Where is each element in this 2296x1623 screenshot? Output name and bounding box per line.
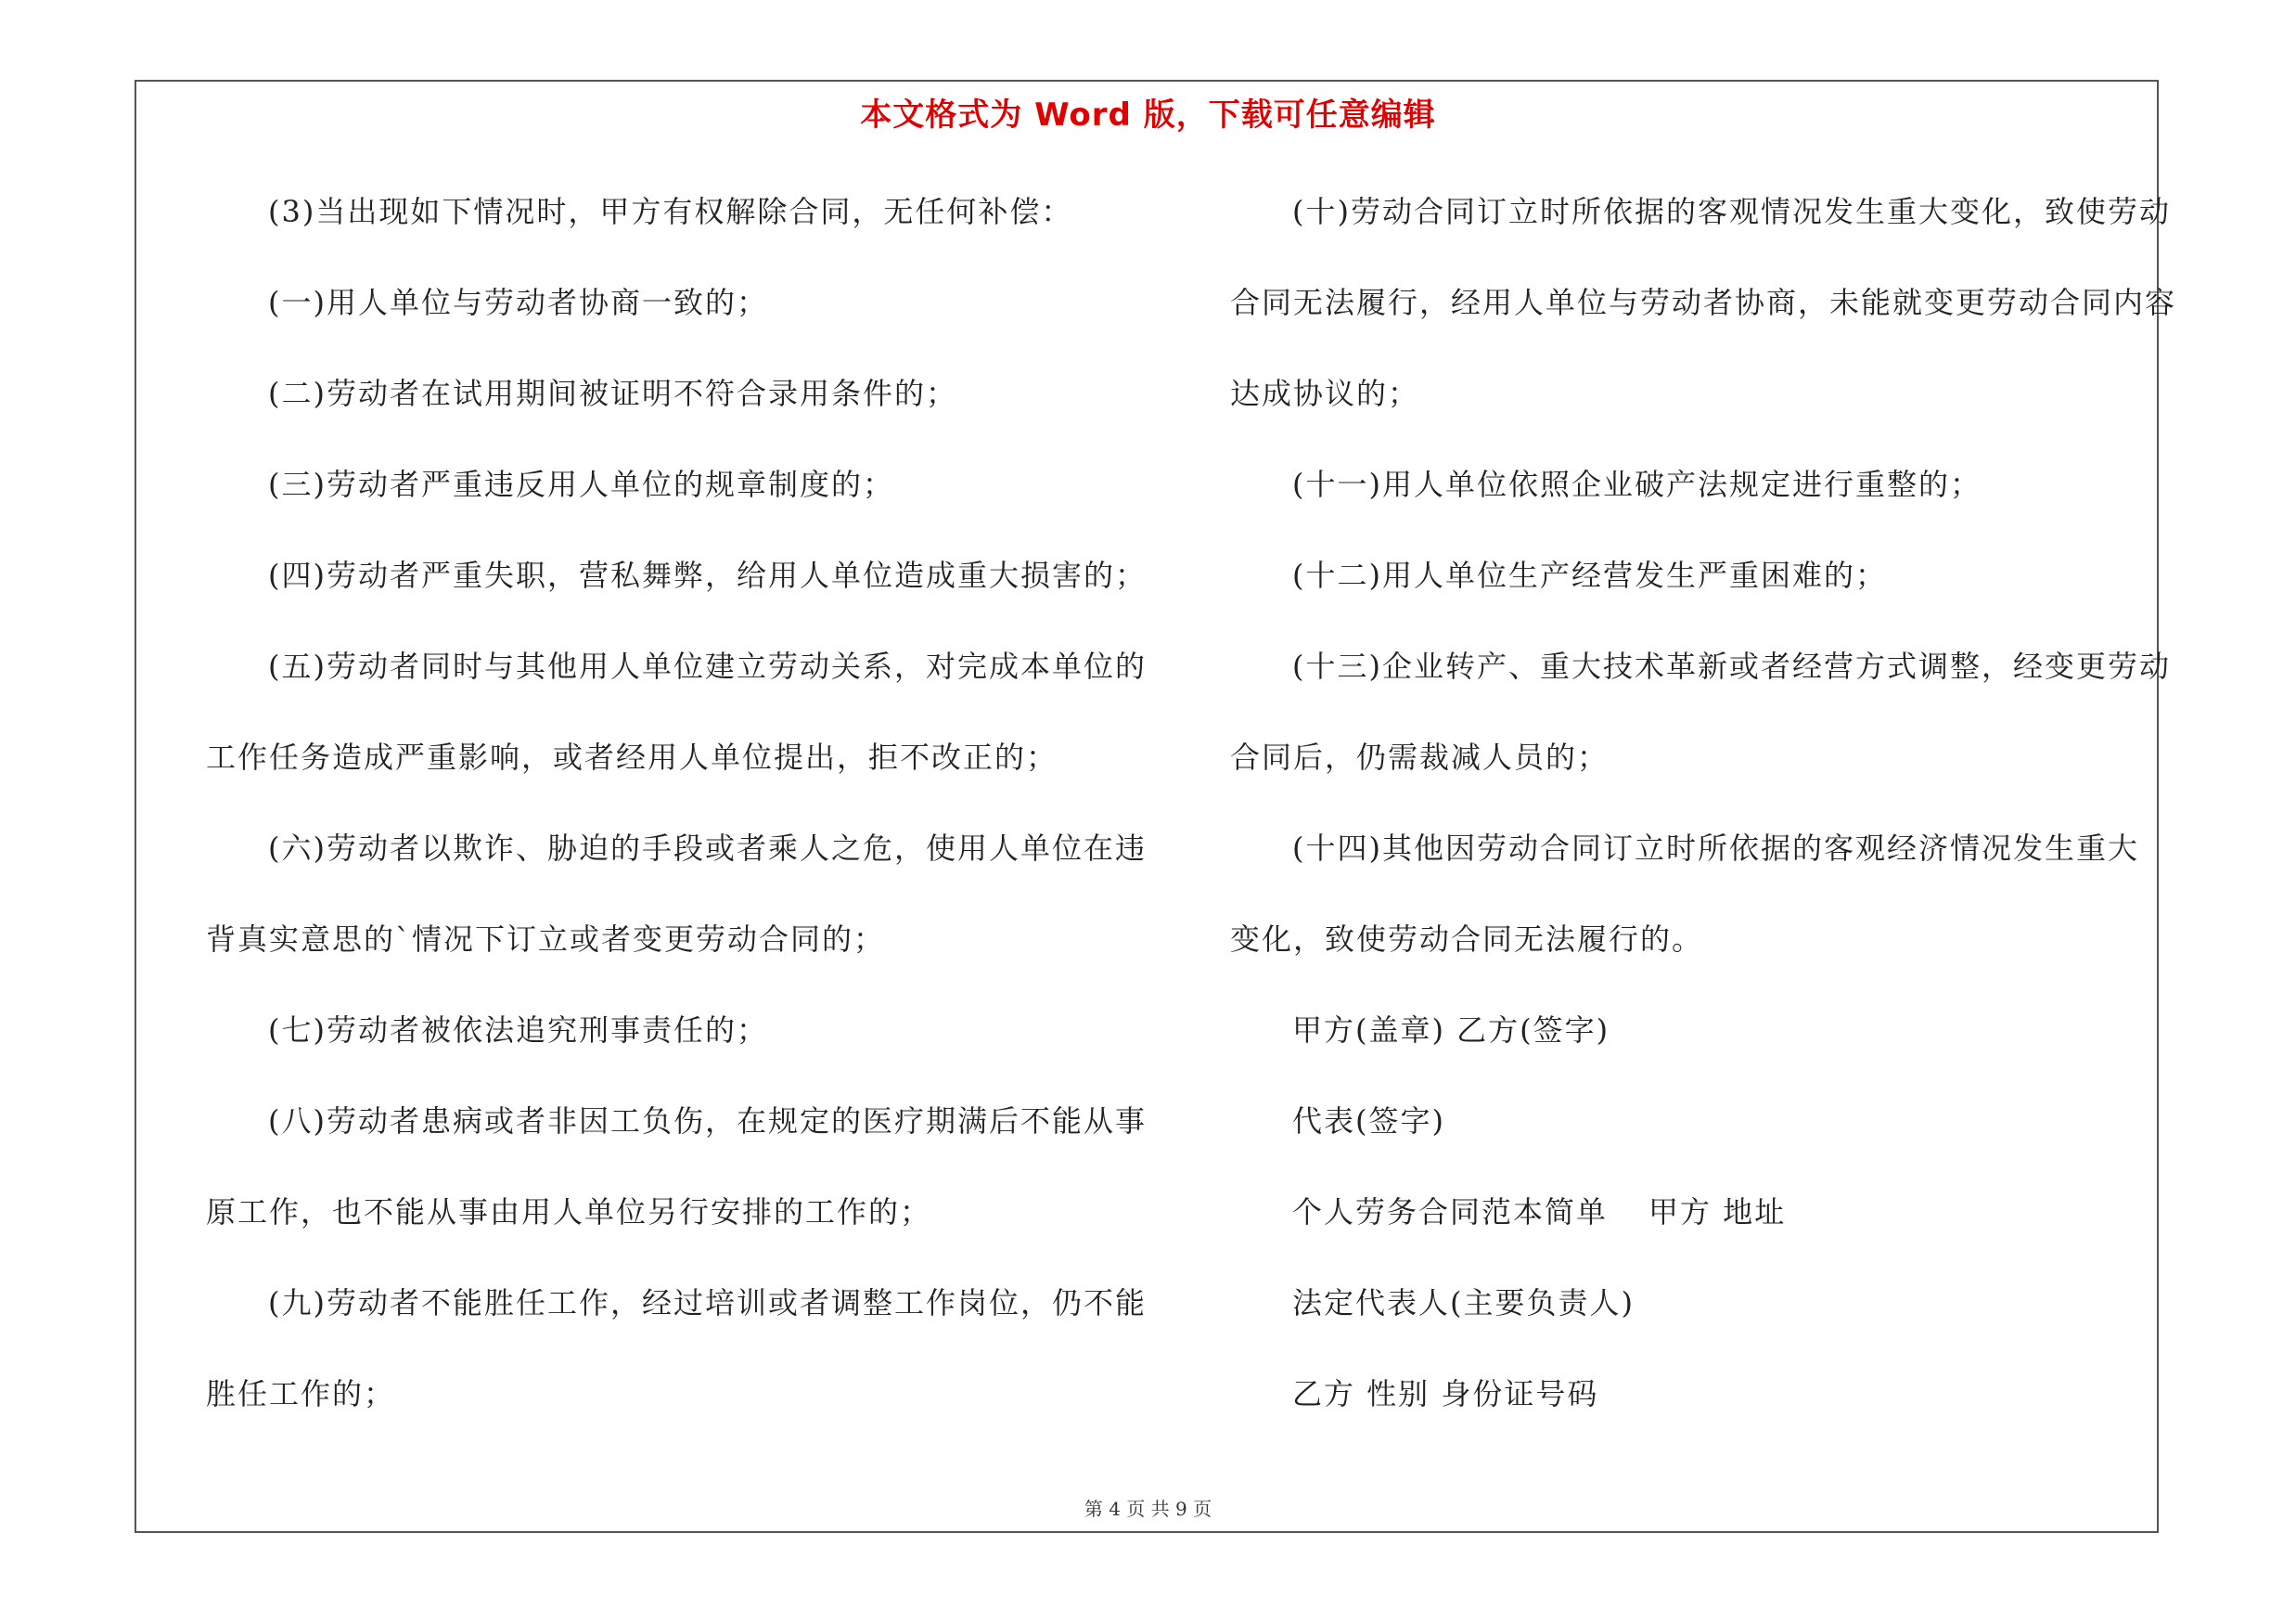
paragraph-line: 合同无法履行，经用人单位与劳动者协商，未能就变更劳动合同内容 bbox=[1230, 285, 2177, 320]
paragraph-line: (五)劳动者同时与其他用人单位建立劳动关系，对完成本单位的 bbox=[268, 649, 1147, 684]
paragraph-line: 背真实意思的`情况下订立或者变更劳动合同的； bbox=[206, 921, 886, 957]
left-column bbox=[206, 185, 1147, 1458]
header-notice: 本文格式为 Word 版，下载可任意编辑 bbox=[860, 97, 1436, 134]
paragraph-line: (十二)用人单位生产经营发生严重困难的； bbox=[1292, 558, 1887, 593]
party-a-address: 甲方 地址 bbox=[1648, 1194, 1787, 1230]
right-column bbox=[1230, 185, 2177, 1458]
contract-template-title: 个人劳务合同范本简单 bbox=[1292, 1194, 1609, 1230]
paragraph-line: (七)劳动者被依法追究刑事责任的； bbox=[268, 1012, 768, 1048]
paragraph-line: (十三)企业转产、重大技术革新或者经营方式调整，经变更劳动 bbox=[1292, 649, 2171, 684]
paragraph-line: (3)当出现如下情况时，甲方有权解除合同，无任何补偿： bbox=[268, 194, 1073, 229]
legal-representative-line: 法定代表人(主要负责人) bbox=[1292, 1285, 1635, 1320]
paragraph-line: (四)劳动者严重失职，营私舞弊，给用人单位造成重大损害的； bbox=[268, 558, 1147, 593]
paragraph-line: (九)劳动者不能胜任工作，经过培训或者调整工作岗位，仍不能 bbox=[268, 1285, 1147, 1320]
paragraph-line: (六)劳动者以欺诈、胁迫的手段或者乘人之危，使用人单位在违 bbox=[268, 831, 1147, 866]
paragraph-line: (八)劳动者患病或者非因工负伤，在规定的医疗期满后不能从事 bbox=[268, 1103, 1147, 1139]
paragraph-line: 变化，致使劳动合同无法履行的。 bbox=[1230, 921, 1704, 957]
paragraph-line: 原工作，也不能从事由用人单位另行安排的工作的； bbox=[206, 1194, 932, 1230]
paragraph-line: (一)用人单位与劳动者协商一致的； bbox=[268, 285, 768, 320]
signature-line: 甲方(盖章) 乙方(签字) bbox=[1292, 1012, 1610, 1048]
paragraph-line: (十)劳动合同订立时所依据的客观情况发生重大变化，致使劳动 bbox=[1292, 194, 2171, 229]
representative-line: 代表(签字) bbox=[1292, 1103, 1445, 1139]
paragraph-line: 工作任务造成严重影响，或者经用人单位提出，拒不改正的； bbox=[206, 740, 1058, 775]
paragraph-line: 胜任工作的； bbox=[206, 1376, 396, 1411]
paragraph-line: (二)劳动者在试用期间被证明不符合录用条件的； bbox=[268, 376, 957, 411]
party-b-info-line: 乙方 性别 身份证号码 bbox=[1292, 1376, 1599, 1411]
page-footer: 第 4 页 共 9 页 bbox=[1084, 1498, 1212, 1520]
paragraph-line: (十一)用人单位依照企业破产法规定进行重整的； bbox=[1292, 467, 1982, 502]
paragraph-line: (十四)其他因劳动合同订立时所依据的客观经济情况发生重大 bbox=[1292, 831, 2139, 866]
paragraph-line: 达成协议的； bbox=[1230, 376, 1420, 411]
paragraph-line: (三)劳动者严重违反用人单位的规章制度的； bbox=[268, 467, 894, 502]
contract-template-line bbox=[1230, 1185, 2148, 1276]
paragraph-line: 合同后，仍需裁减人员的； bbox=[1230, 740, 1610, 775]
